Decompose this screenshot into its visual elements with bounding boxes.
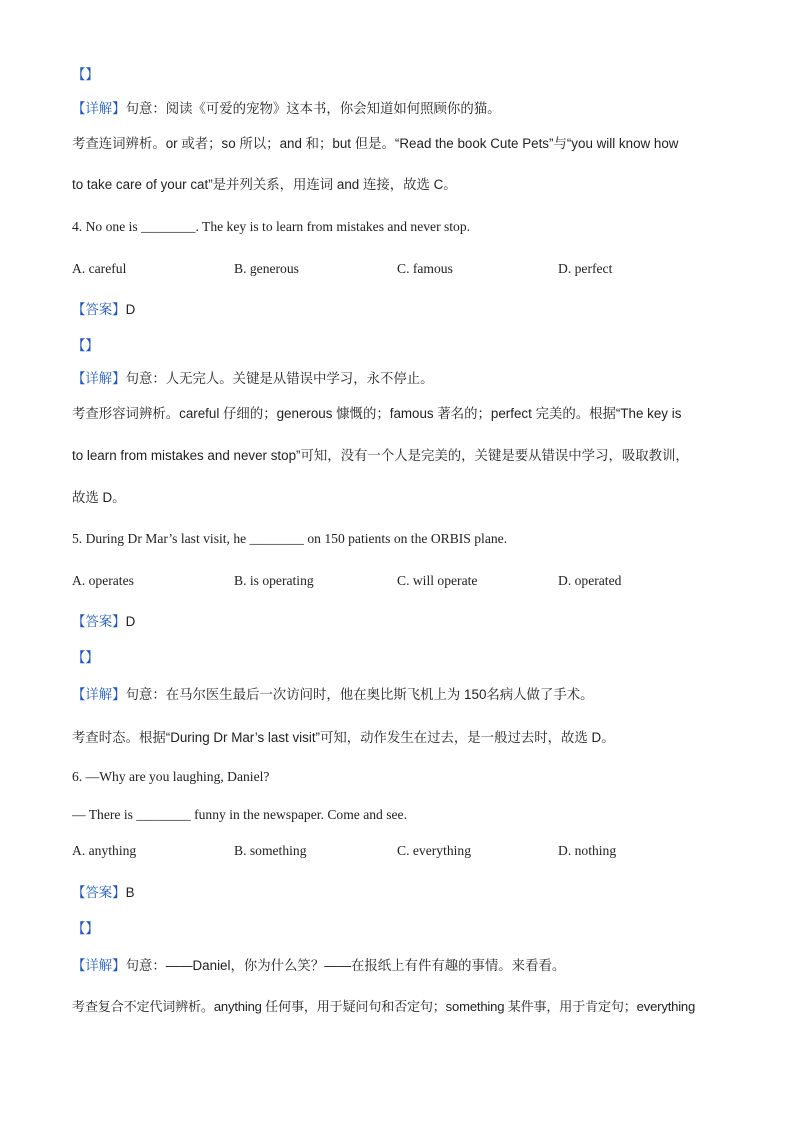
analysis-line: to learn from mistakes and never stop”可知，没有一个人是完美的，关键是要从错误中学习，吸取教训， [72, 448, 689, 463]
option-a: A. operates [72, 573, 134, 588]
answer-tag: 【答案】 [72, 885, 126, 900]
analysis-line: to take care of your cat”是并列关系，用连词 and 连接，故选 C。 [72, 177, 457, 192]
answer-value: D [125, 302, 136, 317]
analysis-line: 考查连词辨析。or 或者；so 所以；and 和；but 但是。“Read the book Cute Pets”与“you will know how [72, 136, 679, 151]
answer-value: B [125, 885, 135, 900]
option-b: B. is operating [234, 573, 314, 588]
option-d: D. operated [558, 573, 622, 588]
detail-tag: 【详解】 [72, 687, 126, 702]
option-c: C. famous [397, 261, 453, 276]
detail-text: 句意：人无完人。关键是从错误中学习，永不停止。 [125, 371, 434, 386]
analysis-line: 考查时态。根据“During Dr Mar’s last visit”可知，动作发生在过去，是一般过去时，故选 D。 [72, 730, 615, 745]
option-a: A. anything [72, 843, 137, 858]
answer-line [72, 884, 135, 902]
detail-line [72, 957, 565, 975]
detail-line [72, 100, 501, 118]
bracket-marker: 【】 [72, 650, 99, 665]
answer-line [72, 301, 135, 319]
detail-line [72, 686, 594, 704]
answer-line [72, 613, 135, 631]
question-6-stem-line1: 6. —Why are you laughing, Daniel? [72, 769, 270, 784]
detail-tag: 【详解】 [72, 371, 126, 386]
bracket-marker: 【】 [72, 338, 99, 353]
option-a: A. careful [72, 261, 127, 276]
question-6-stem-line2: — There is ________ funny in the newspaper. Come and see. [72, 807, 407, 822]
question-5-stem: 5. During Dr Mar’s last visit, he ________ on 150 patients on the ORBIS plane. [72, 531, 508, 546]
option-d: D. perfect [558, 261, 613, 276]
option-b: B. generous [234, 261, 299, 276]
detail-tag: 【详解】 [72, 101, 126, 116]
detail-text: 句意：——Daniel，你为什么笑？——在报纸上有件有趣的事情。来看看。 [125, 958, 566, 973]
analysis-line: 考查形容词辨析。careful 仔细的；generous 慷慨的；famous 著名的；perfect 完美的。根据“The key is [72, 406, 682, 421]
option-d: D. nothing [558, 843, 617, 858]
detail-text: 句意：在马尔医生最后一次访问时，他在奥比斯飞机上为 150名病人做了手术。 [125, 687, 594, 702]
detail-text: 句意：阅读《可爱的宠物》这本书，你会知道如何照顾你的猫。 [125, 101, 501, 116]
answer-tag: 【答案】 [72, 614, 126, 629]
bracket-marker: 【】 [72, 67, 99, 82]
question-4-stem: 4. No one is ________. The key is to learn from mistakes and never stop. [72, 219, 471, 234]
option-c: C. everything [397, 843, 471, 858]
detail-tag: 【详解】 [72, 958, 126, 973]
analysis-line: 故选 D。 [72, 490, 126, 505]
detail-line [72, 370, 434, 388]
bracket-marker: 【】 [72, 921, 99, 936]
answer-tag: 【答案】 [72, 302, 126, 317]
analysis-line: 考查复合不定代词辨析。anything 任何事，用于疑问句和否定句；something 某件事，用于肯定句；everything [72, 999, 696, 1014]
answer-value: D [125, 614, 136, 629]
option-c: C. will operate [397, 573, 478, 588]
option-b: B. something [234, 843, 307, 858]
